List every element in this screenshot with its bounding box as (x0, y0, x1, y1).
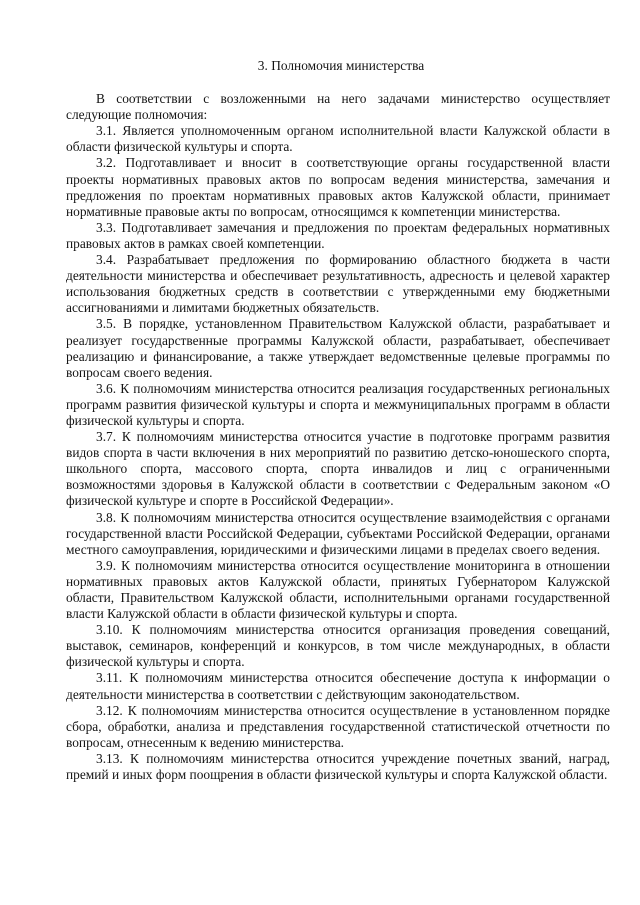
section-heading: 3. Полномочия министерства (257, 58, 425, 73)
clause-3-1: 3.1. Является уполномоченным органом исполнительной власти Калужской области в области физической культуры и спорта. (66, 123, 610, 155)
clause-3-12: 3.12. К полномочиям министерства относится осуществление в установленном порядке сбора, обработки, анализа и представления государственной статистической отчетности по вопросам, отнесенным к ведению министерства. (66, 702, 610, 750)
clause-3-4: 3.4. Разрабатывает предложения по формированию областного бюджета в части деятельности министерства и обеспечивает результативность, адресность и целевой характер использования бюджетных средств в соответствии с утвержденными ему бюджетными ассигнованиями и лимитами бюджетных обязательств. (66, 252, 610, 316)
document-page (66, 58, 610, 783)
clause-3-3: 3.3. Подготавливает замечания и предложения по проектам федеральных нормативных правовых актов в рамках своей компетенции. (66, 219, 610, 251)
clause-3-2: 3.2. Подготавливает и вносит в соответствующие органы государственной власти проекты нормативных правовых актов по вопросам ведения министерства, замечания и предложения по проектам нормативных правовых актов Калужской области, принимает нормативные правовые акты по вопросам, относящимся к компетенции министерства. (66, 155, 610, 219)
intro-paragraph: В соответствии с возложенными на него задачами министерство осуществляет следующие полномочия: (66, 91, 610, 123)
clause-3-10: 3.10. К полномочиям министерства относится организация проведения совещаний, выставок, семинаров, конференций и конкурсов, в том числе международных, в области физической культуры и спорта. (66, 622, 610, 670)
clause-3-5: 3.5. В порядке, установленном Правительством Калужской области, разрабатывает и реализует государственные программы Калужской области, разрабатывает, обеспечивает реализацию и финансирование, а также утверждает ведомственные целевые программы по вопросам своего ведения. (66, 316, 610, 380)
clause-3-13: 3.13. К полномочиям министерства относится учреждение почетных званий, наград, премий и иных форм поощрения в области физической культуры и спорта Калужской области. (66, 750, 610, 783)
clause-3-6: 3.6. К полномочиям министерства относится реализация государственных региональных программ развития физической культуры и спорта и межмуниципальных программ в области физической культуры и спорта. (66, 380, 610, 428)
clause-3-8: 3.8. К полномочиям министерства относится осуществление взаимодействия с органами государственной власти Российской Федерации, субъектами Российской Федерации, органами местного самоуправления, юридическими и физическими лицами в пределах своего ведения. (66, 509, 610, 557)
clause-3-7: 3.7. К полномочиям министерства относится участие в подготовке программ развития видов спорта в части включения в них мероприятий по развитию детско-юношеского спорта, школьного спорта, массового спорта, спорта инвалидов и лиц с ограниченными возможностями здоровья в Калужской области в соответствии с Федеральным законом «О физической культуре и спорте в Российской Федерации». (66, 429, 610, 509)
clause-3-11: 3.11. К полномочиям министерства относится обеспечение доступа к информации о деятельности министерства в соответствии с действующим законодательством. (66, 670, 610, 702)
clause-3-9: 3.9. К полномочиям министерства относится осуществление мониторинга в отношении нормативных правовых актов Калужской области, принятых Губернатором Калужской области, Правительством Калужской области, исполнительными органами государственной власти Калужской области в области физической культуры и спорта. (66, 557, 610, 622)
